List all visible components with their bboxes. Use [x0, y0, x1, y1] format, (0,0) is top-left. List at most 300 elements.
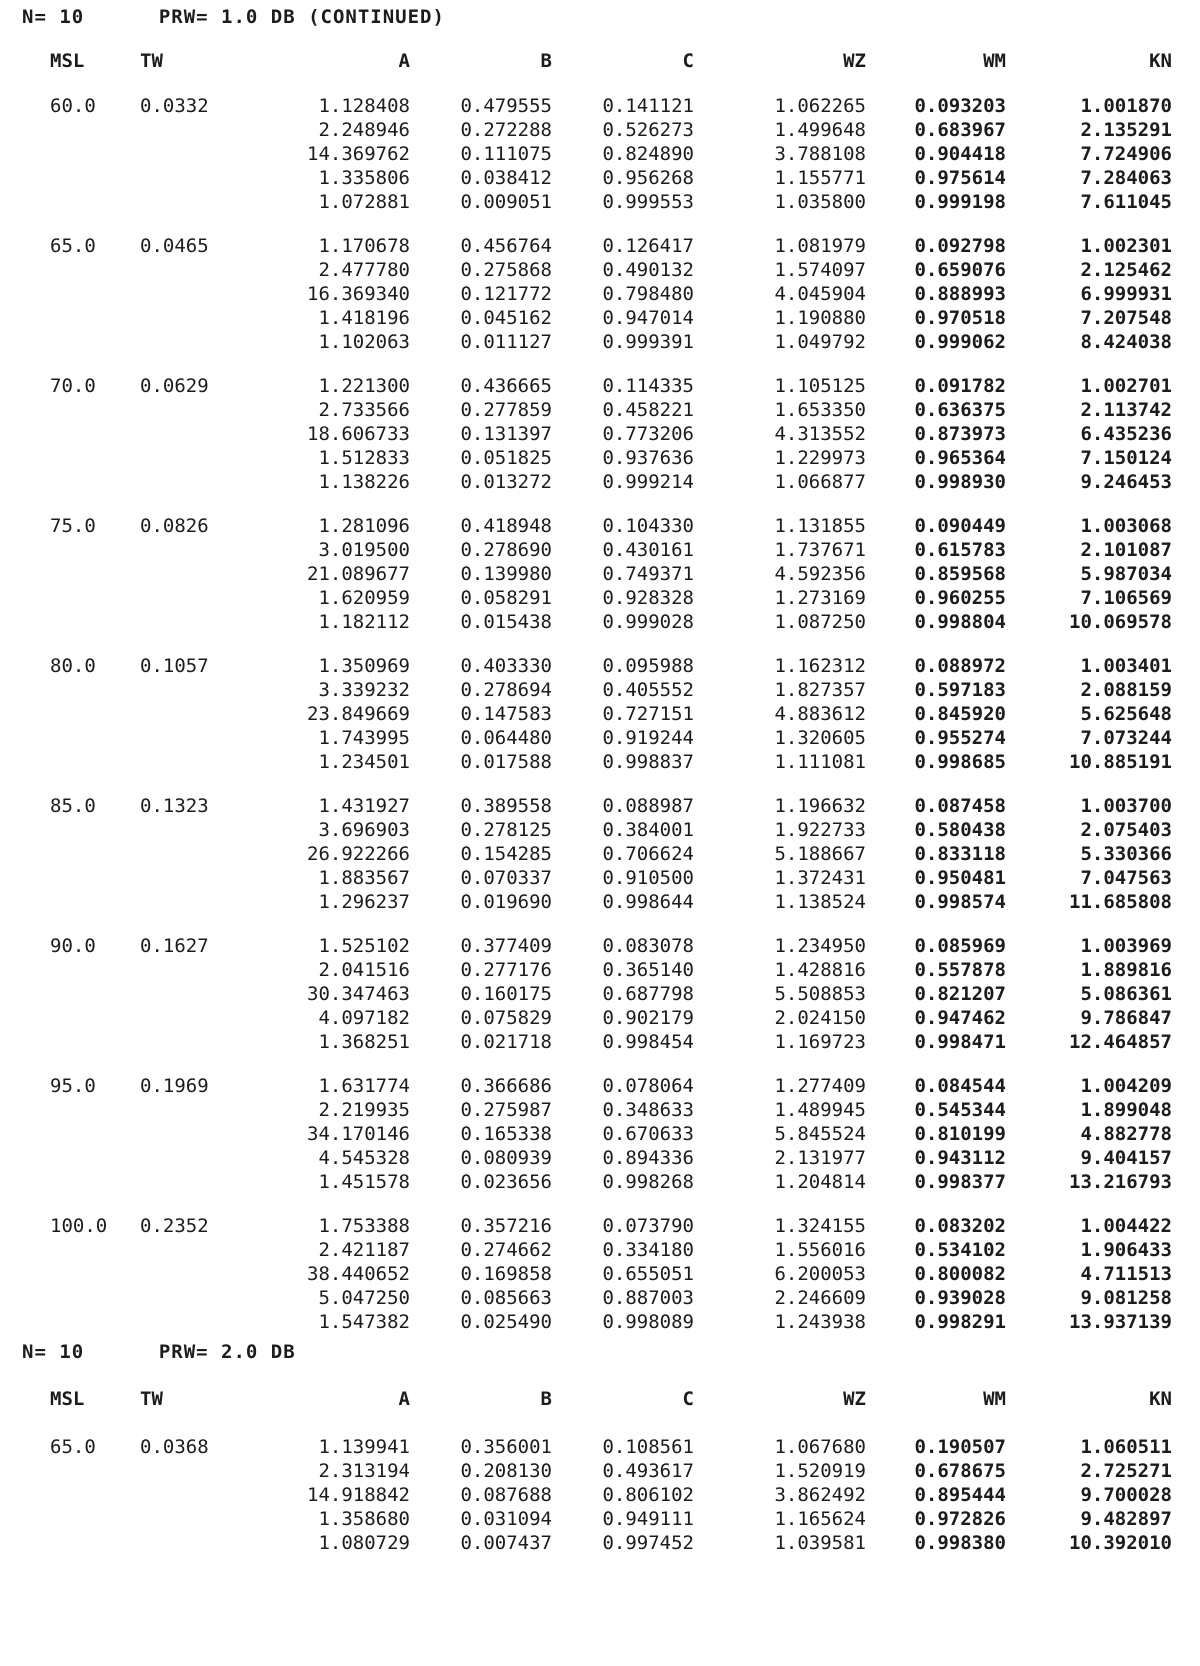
value-c: 0.902179 — [602, 1007, 694, 1029]
value-kn: 7.073244 — [1080, 727, 1172, 749]
value-kn: 1.899048 — [1080, 1099, 1172, 1121]
value-wm: 0.557878 — [914, 959, 1006, 981]
value-b: 0.208130 — [460, 1460, 552, 1482]
value-c: 0.949111 — [602, 1508, 694, 1530]
value-b: 0.139980 — [460, 563, 552, 585]
value-wm: 0.190507 — [914, 1436, 1006, 1458]
value-wm: 0.545344 — [914, 1099, 1006, 1121]
value-kn: 9.482897 — [1080, 1508, 1172, 1530]
value-b: 0.278694 — [460, 679, 552, 701]
value-c: 0.956268 — [602, 167, 694, 189]
value-a: 1.138226 — [318, 471, 410, 493]
value-a: 18.606733 — [307, 423, 410, 445]
value-b: 0.357216 — [460, 1215, 552, 1237]
value-c: 0.384001 — [602, 819, 694, 841]
value-wz: 1.162312 — [774, 655, 866, 677]
value-c: 0.083078 — [602, 935, 694, 957]
value-b: 0.111075 — [460, 143, 552, 165]
value-kn: 13.216793 — [1069, 1171, 1172, 1193]
value-a: 1.128408 — [318, 95, 410, 117]
table-row — [0, 235, 1200, 260]
value-c: 0.947014 — [602, 307, 694, 329]
value-kn: 11.685808 — [1069, 891, 1172, 913]
value-wm: 0.960255 — [914, 587, 1006, 609]
value-wm: 0.083202 — [914, 1215, 1006, 1237]
value-a: 1.072881 — [318, 191, 410, 213]
value-kn: 1.060511 — [1080, 1436, 1172, 1458]
table-row — [0, 935, 1200, 960]
value-kn: 1.889816 — [1080, 959, 1172, 981]
value-c: 0.998454 — [602, 1031, 694, 1053]
section-title: N= 10 PRW= 2.0 DB — [22, 1341, 296, 1363]
column-header-row — [0, 1388, 1200, 1414]
value-c: 0.430161 — [602, 539, 694, 561]
value-wz: 1.243938 — [774, 1311, 866, 1333]
tw-value: 0.0465 — [140, 235, 209, 257]
value-a: 1.170678 — [318, 235, 410, 257]
value-wz: 1.035800 — [774, 191, 866, 213]
value-wm: 0.873973 — [914, 423, 1006, 445]
value-wz: 1.320605 — [774, 727, 866, 749]
column-header-a: A — [398, 1388, 410, 1410]
value-kn: 10.069578 — [1069, 611, 1172, 633]
table-row — [0, 1123, 1200, 1148]
value-wz: 2.131977 — [774, 1147, 866, 1169]
value-b: 0.356001 — [460, 1436, 552, 1458]
table-row — [0, 1099, 1200, 1124]
value-c: 0.114335 — [602, 375, 694, 397]
value-wm: 0.091782 — [914, 375, 1006, 397]
value-a: 2.041516 — [318, 959, 410, 981]
value-wm: 0.999062 — [914, 331, 1006, 353]
value-c: 0.919244 — [602, 727, 694, 749]
value-wm: 0.085969 — [914, 935, 1006, 957]
table-row — [0, 1075, 1200, 1100]
value-a: 14.369762 — [307, 143, 410, 165]
table-row — [0, 983, 1200, 1008]
value-b: 0.021718 — [460, 1031, 552, 1053]
table-row — [0, 1171, 1200, 1196]
value-b: 0.007437 — [460, 1532, 552, 1554]
table-row — [0, 1263, 1200, 1288]
value-wm: 0.998685 — [914, 751, 1006, 773]
value-c: 0.405552 — [602, 679, 694, 701]
value-kn: 1.003969 — [1080, 935, 1172, 957]
value-kn: 2.125462 — [1080, 259, 1172, 281]
value-a: 4.545328 — [318, 1147, 410, 1169]
column-header-msl: MSL — [50, 1388, 85, 1410]
table-row — [0, 259, 1200, 284]
value-kn: 9.246453 — [1080, 471, 1172, 493]
value-kn: 2.088159 — [1080, 679, 1172, 701]
value-wz: 5.845524 — [774, 1123, 866, 1145]
msl-value: 80.0 — [50, 655, 96, 677]
value-wm: 0.998471 — [914, 1031, 1006, 1053]
value-wz: 1.827357 — [774, 679, 866, 701]
value-wz: 1.499648 — [774, 119, 866, 141]
value-wz: 1.428816 — [774, 959, 866, 981]
value-kn: 7.106569 — [1080, 587, 1172, 609]
value-wz: 1.039581 — [774, 1532, 866, 1554]
value-wz: 1.229973 — [774, 447, 866, 469]
value-a: 1.631774 — [318, 1075, 410, 1097]
value-kn: 7.611045 — [1080, 191, 1172, 213]
value-kn: 1.003401 — [1080, 655, 1172, 677]
value-wz: 1.049792 — [774, 331, 866, 353]
value-wm: 0.955274 — [914, 727, 1006, 749]
value-c: 0.998268 — [602, 1171, 694, 1193]
value-kn: 12.464857 — [1069, 1031, 1172, 1053]
value-wm: 0.597183 — [914, 679, 1006, 701]
value-c: 0.999214 — [602, 471, 694, 493]
value-kn: 4.882778 — [1080, 1123, 1172, 1145]
column-header-wm: WM — [983, 50, 1006, 72]
value-kn: 6.435236 — [1080, 423, 1172, 445]
value-b: 0.051825 — [460, 447, 552, 469]
table-row — [0, 703, 1200, 728]
value-a: 1.883567 — [318, 867, 410, 889]
value-c: 0.999391 — [602, 331, 694, 353]
table-row — [0, 375, 1200, 400]
table-row — [0, 1031, 1200, 1056]
msl-value: 75.0 — [50, 515, 96, 537]
value-b: 0.169858 — [460, 1263, 552, 1285]
value-wz: 1.062265 — [774, 95, 866, 117]
value-a: 1.431927 — [318, 795, 410, 817]
value-wm: 0.965364 — [914, 447, 1006, 469]
value-wm: 0.999198 — [914, 191, 1006, 213]
value-wz: 1.737671 — [774, 539, 866, 561]
table-row — [0, 611, 1200, 636]
value-b: 0.019690 — [460, 891, 552, 913]
value-kn: 1.004209 — [1080, 1075, 1172, 1097]
value-b: 0.045162 — [460, 307, 552, 329]
table-row — [0, 891, 1200, 916]
value-wz: 1.067680 — [774, 1436, 866, 1458]
value-wm: 0.800082 — [914, 1263, 1006, 1285]
value-wz: 4.045904 — [774, 283, 866, 305]
value-a: 16.369340 — [307, 283, 410, 305]
value-wm: 0.090449 — [914, 515, 1006, 537]
value-c: 0.894336 — [602, 1147, 694, 1169]
value-a: 5.047250 — [318, 1287, 410, 1309]
value-b: 0.017588 — [460, 751, 552, 773]
value-wz: 1.922733 — [774, 819, 866, 841]
value-wm: 0.821207 — [914, 983, 1006, 1005]
value-kn: 9.081258 — [1080, 1287, 1172, 1309]
table-row — [0, 867, 1200, 892]
value-a: 26.922266 — [307, 843, 410, 865]
value-wz: 4.883612 — [774, 703, 866, 725]
value-kn: 7.047563 — [1080, 867, 1172, 889]
value-c: 0.727151 — [602, 703, 694, 725]
value-b: 0.377409 — [460, 935, 552, 957]
value-b: 0.277859 — [460, 399, 552, 421]
value-b: 0.085663 — [460, 1287, 552, 1309]
value-wm: 0.659076 — [914, 259, 1006, 281]
table-row — [0, 1287, 1200, 1312]
value-b: 0.087688 — [460, 1484, 552, 1506]
value-wm: 0.975614 — [914, 167, 1006, 189]
value-wz: 1.190880 — [774, 307, 866, 329]
value-kn: 2.075403 — [1080, 819, 1172, 841]
table-row — [0, 1484, 1200, 1509]
value-c: 0.997452 — [602, 1532, 694, 1554]
value-a: 1.358680 — [318, 1508, 410, 1530]
value-wm: 0.998291 — [914, 1311, 1006, 1333]
value-a: 23.849669 — [307, 703, 410, 725]
value-c: 0.526273 — [602, 119, 694, 141]
table-row — [0, 1532, 1200, 1557]
value-a: 1.139941 — [318, 1436, 410, 1458]
tw-value: 0.2352 — [140, 1215, 209, 1237]
value-c: 0.806102 — [602, 1484, 694, 1506]
value-b: 0.278690 — [460, 539, 552, 561]
value-wm: 0.939028 — [914, 1287, 1006, 1309]
tw-value: 0.0368 — [140, 1436, 209, 1458]
value-a: 1.234501 — [318, 751, 410, 773]
value-wm: 0.970518 — [914, 307, 1006, 329]
value-c: 0.998644 — [602, 891, 694, 913]
value-kn: 9.700028 — [1080, 1484, 1172, 1506]
value-a: 34.170146 — [307, 1123, 410, 1145]
value-wz: 4.313552 — [774, 423, 866, 445]
value-c: 0.999553 — [602, 191, 694, 213]
value-wz: 1.372431 — [774, 867, 866, 889]
section-title: N= 10 PRW= 1.0 DB (CONTINUED) — [22, 6, 445, 28]
value-kn: 1.004422 — [1080, 1215, 1172, 1237]
value-wm: 0.904418 — [914, 143, 1006, 165]
value-wm: 0.088972 — [914, 655, 1006, 677]
value-wz: 1.155771 — [774, 167, 866, 189]
value-kn: 4.711513 — [1080, 1263, 1172, 1285]
value-c: 0.937636 — [602, 447, 694, 469]
value-wm: 0.998380 — [914, 1532, 1006, 1554]
value-kn: 5.625648 — [1080, 703, 1172, 725]
tw-value: 0.1627 — [140, 935, 209, 957]
tw-value: 0.0332 — [140, 95, 209, 117]
value-b: 0.147583 — [460, 703, 552, 725]
value-kn: 1.003700 — [1080, 795, 1172, 817]
value-b: 0.025490 — [460, 1311, 552, 1333]
value-c: 0.928328 — [602, 587, 694, 609]
tw-value: 0.1969 — [140, 1075, 209, 1097]
table-row — [0, 191, 1200, 216]
value-wm: 0.888993 — [914, 283, 1006, 305]
value-b: 0.080939 — [460, 1147, 552, 1169]
table-row — [0, 655, 1200, 680]
value-wm: 0.943112 — [914, 1147, 1006, 1169]
value-wm: 0.833118 — [914, 843, 1006, 865]
value-wz: 1.105125 — [774, 375, 866, 397]
table-row — [0, 143, 1200, 168]
value-c: 0.104330 — [602, 515, 694, 537]
value-c: 0.493617 — [602, 1460, 694, 1482]
value-c: 0.670633 — [602, 1123, 694, 1145]
value-b: 0.272288 — [460, 119, 552, 141]
value-c: 0.998837 — [602, 751, 694, 773]
value-a: 1.512833 — [318, 447, 410, 469]
value-kn: 7.724906 — [1080, 143, 1172, 165]
value-b: 0.165338 — [460, 1123, 552, 1145]
value-wm: 0.845920 — [914, 703, 1006, 725]
value-wz: 1.653350 — [774, 399, 866, 421]
value-wz: 5.508853 — [774, 983, 866, 1005]
value-c: 0.706624 — [602, 843, 694, 865]
value-a: 38.440652 — [307, 1263, 410, 1285]
value-c: 0.749371 — [602, 563, 694, 585]
value-c: 0.334180 — [602, 1239, 694, 1261]
value-b: 0.418948 — [460, 515, 552, 537]
value-kn: 7.207548 — [1080, 307, 1172, 329]
column-header-kn: KN — [1149, 50, 1172, 72]
value-kn: 9.786847 — [1080, 1007, 1172, 1029]
value-b: 0.403330 — [460, 655, 552, 677]
value-wz: 1.087250 — [774, 611, 866, 633]
value-kn: 9.404157 — [1080, 1147, 1172, 1169]
value-a: 1.525102 — [318, 935, 410, 957]
value-kn: 2.113742 — [1080, 399, 1172, 421]
table-row — [0, 563, 1200, 588]
table-row — [0, 539, 1200, 564]
value-b: 0.009051 — [460, 191, 552, 213]
column-header-tw: TW — [140, 1388, 163, 1410]
column-header-b: B — [540, 1388, 552, 1410]
value-wm: 0.087458 — [914, 795, 1006, 817]
value-wz: 2.246609 — [774, 1287, 866, 1309]
value-b: 0.031094 — [460, 1508, 552, 1530]
value-wz: 1.165624 — [774, 1508, 866, 1530]
value-kn: 1.001870 — [1080, 95, 1172, 117]
table-row — [0, 307, 1200, 332]
value-a: 1.296237 — [318, 891, 410, 913]
value-c: 0.458221 — [602, 399, 694, 421]
value-wz: 1.273169 — [774, 587, 866, 609]
msl-value: 95.0 — [50, 1075, 96, 1097]
value-wm: 0.998574 — [914, 891, 1006, 913]
value-wz: 1.066877 — [774, 471, 866, 493]
value-c: 0.687798 — [602, 983, 694, 1005]
column-header-wz: WZ — [843, 50, 866, 72]
value-a: 1.743995 — [318, 727, 410, 749]
table-row — [0, 167, 1200, 192]
column-header-wm: WM — [983, 1388, 1006, 1410]
value-c: 0.078064 — [602, 1075, 694, 1097]
table-row — [0, 1147, 1200, 1172]
value-wz: 1.196632 — [774, 795, 866, 817]
value-kn: 10.885191 — [1069, 751, 1172, 773]
value-a: 1.182112 — [318, 611, 410, 633]
msl-value: 60.0 — [50, 95, 96, 117]
column-header-c: C — [682, 1388, 694, 1410]
value-a: 1.753388 — [318, 1215, 410, 1237]
table-row — [0, 119, 1200, 144]
value-wm: 0.580438 — [914, 819, 1006, 841]
value-b: 0.275868 — [460, 259, 552, 281]
value-a: 2.313194 — [318, 1460, 410, 1482]
value-b: 0.436665 — [460, 375, 552, 397]
value-kn: 2.135291 — [1080, 119, 1172, 141]
value-b: 0.366686 — [460, 1075, 552, 1097]
tw-value: 0.1323 — [140, 795, 209, 817]
value-a: 1.418196 — [318, 307, 410, 329]
value-wz: 1.234950 — [774, 935, 866, 957]
value-a: 1.102063 — [318, 331, 410, 353]
table-row — [0, 95, 1200, 120]
msl-value: 70.0 — [50, 375, 96, 397]
value-a: 4.097182 — [318, 1007, 410, 1029]
value-b: 0.038412 — [460, 167, 552, 189]
value-kn: 1.002701 — [1080, 375, 1172, 397]
value-kn: 1.003068 — [1080, 515, 1172, 537]
value-b: 0.070337 — [460, 867, 552, 889]
column-header-a: A — [398, 50, 410, 72]
table-row — [0, 447, 1200, 472]
tw-value: 0.0826 — [140, 515, 209, 537]
value-wz: 1.489945 — [774, 1099, 866, 1121]
value-b: 0.023656 — [460, 1171, 552, 1193]
table-row — [0, 331, 1200, 356]
value-kn: 5.987034 — [1080, 563, 1172, 585]
value-a: 2.733566 — [318, 399, 410, 421]
column-header-wz: WZ — [843, 1388, 866, 1410]
value-wm: 0.092798 — [914, 235, 1006, 257]
value-b: 0.015438 — [460, 611, 552, 633]
value-c: 0.798480 — [602, 283, 694, 305]
value-b: 0.456764 — [460, 235, 552, 257]
value-a: 2.421187 — [318, 1239, 410, 1261]
value-wm: 0.678675 — [914, 1460, 1006, 1482]
value-a: 2.219935 — [318, 1099, 410, 1121]
value-a: 3.339232 — [318, 679, 410, 701]
tw-value: 0.1057 — [140, 655, 209, 677]
value-c: 0.824890 — [602, 143, 694, 165]
column-header-msl: MSL — [50, 50, 85, 72]
value-wm: 0.093203 — [914, 95, 1006, 117]
table-row — [0, 471, 1200, 496]
value-c: 0.095988 — [602, 655, 694, 677]
table-row — [0, 1460, 1200, 1485]
value-wm: 0.534102 — [914, 1239, 1006, 1261]
value-kn: 7.150124 — [1080, 447, 1172, 469]
value-b: 0.064480 — [460, 727, 552, 749]
value-wz: 1.081979 — [774, 235, 866, 257]
value-kn: 13.937139 — [1069, 1311, 1172, 1333]
table-row — [0, 399, 1200, 424]
value-c: 0.141121 — [602, 95, 694, 117]
value-wz: 3.862492 — [774, 1484, 866, 1506]
value-a: 3.696903 — [318, 819, 410, 841]
value-wz: 1.169723 — [774, 1031, 866, 1053]
value-wm: 0.683967 — [914, 119, 1006, 141]
value-wz: 1.131855 — [774, 515, 866, 537]
msl-value: 100.0 — [50, 1215, 108, 1237]
msl-value: 65.0 — [50, 235, 96, 257]
value-a: 1.620959 — [318, 587, 410, 609]
table-row — [0, 727, 1200, 752]
value-wm: 0.998930 — [914, 471, 1006, 493]
value-wz: 3.788108 — [774, 143, 866, 165]
table-row — [0, 1239, 1200, 1264]
column-header-b: B — [540, 50, 552, 72]
value-kn: 1.906433 — [1080, 1239, 1172, 1261]
value-a: 2.477780 — [318, 259, 410, 281]
value-c: 0.999028 — [602, 611, 694, 633]
msl-value: 85.0 — [50, 795, 96, 817]
value-c: 0.126417 — [602, 235, 694, 257]
value-a: 30.347463 — [307, 983, 410, 1005]
value-wz: 1.204814 — [774, 1171, 866, 1193]
